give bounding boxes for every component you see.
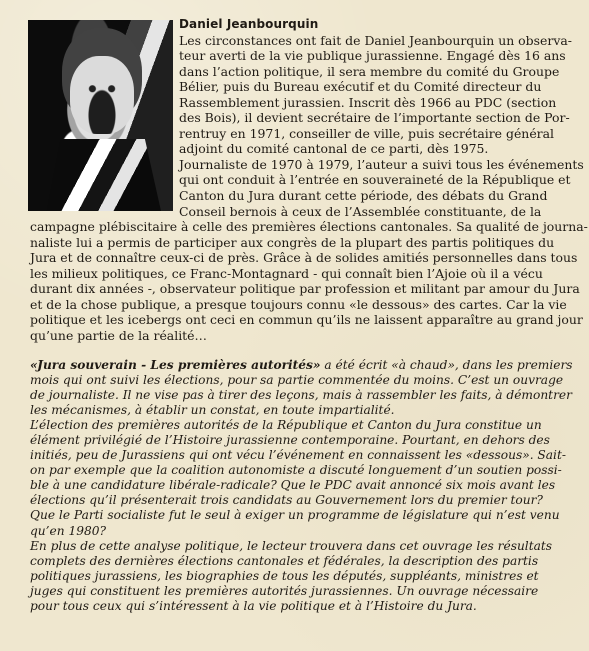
author-name: Daniel Jeanbourquin bbox=[179, 17, 319, 31]
book-description-line: En plus de cette analyse politique, le lecteur trouvera dans cet ouvrage les résultats bbox=[30, 538, 553, 553]
book-description-line: ble à une candidature libérale-radicale? Que le PDC avait annoncé six mois avant les bbox=[30, 478, 556, 493]
book-description bbox=[30, 358, 573, 614]
book-description-line: on par exemple que la coalition autonomiste a discuté longuement d’un soutien possi- bbox=[30, 463, 562, 478]
book-description-line: élections qu’il présenterait trois candidats au Gouvernement lors du premier tour? bbox=[30, 493, 543, 508]
book-description-line: complets des dernières élections cantonales et fédérales, la description des partis bbox=[30, 553, 539, 568]
bio-line: des Bois), il devient secrétaire de l’importante section de Por- bbox=[179, 110, 570, 126]
book-description-line: pour tous ceux qui s’intéressent à la vie politique et à l’Histoire du Jura. bbox=[30, 598, 477, 613]
book-description-text: a été écrit «à chaud», dans les premiers bbox=[320, 358, 573, 372]
bio-line: Bélier, puis du Bureau exécutif et du Comité directeur du bbox=[179, 79, 542, 95]
book-description-line: de journaliste. Il ne vise pas à tirer des leçons, mais à rassembler les faits, à démontrer bbox=[30, 388, 572, 403]
book-description-line: politiques jurassiens, les biographies de tous les députés, suppléants, ministres et bbox=[30, 568, 539, 583]
book-description-line: élément privilégié de l’Histoire jurassienne contemporaine. Pourtant, en dehors des bbox=[30, 433, 550, 448]
bio-line: Canton du Jura durant cette période, des débats du Grand bbox=[179, 188, 548, 204]
book-description-line: les mécanismes, à établir un constat, en toute impartialité. bbox=[30, 403, 395, 418]
bio-line: naliste lui a permis de participer aux congrès de la plupart des partis politiques du bbox=[30, 234, 555, 250]
bio-line: politique et les icebergs ont ceci en commun qu’ils ne laissent apparaître au grand jour bbox=[30, 312, 583, 328]
bio-line: Jura et de connaître ceux-ci de près. Grâce à de solides amitiés personnelles dans tous bbox=[30, 250, 578, 266]
book-description-line: L’élection des premières autorités de la République et Canton du Jura constitue un bbox=[30, 418, 542, 433]
book-description-line: juges qui constituent les premières autorités jurassiennes. Un ouvrage nécessaire bbox=[30, 583, 539, 598]
book-description-line: Que le Parti socialiste fut le seul à exiger un programme de législature qui n’est venu bbox=[30, 508, 560, 523]
book-description-first-line bbox=[30, 358, 573, 373]
bio-line: adjoint du comité cantonal de ce parti, dès 1975. bbox=[179, 141, 489, 157]
bio-line: Rassemblement jurassien. Inscrit dès 1966 au PDC (section bbox=[179, 94, 557, 110]
bio-line: Journaliste de 1970 à 1979, l’auteur a suivi tous les événements bbox=[179, 156, 584, 172]
bio-line: qu’une partie de la réalité… bbox=[30, 327, 207, 343]
bio-line: dans l’action politique, il sera membre du comité du Groupe bbox=[179, 63, 560, 79]
bio-line: durant dix années -, observateur politique par profession et militant par amour du Jura bbox=[30, 281, 580, 297]
book-title: «Jura souverain - Les premières autorités» bbox=[30, 358, 321, 372]
book-description-line: qu’en 1980? bbox=[30, 523, 107, 538]
author-name-line bbox=[30, 16, 563, 33]
bio-line: campagne plébiscitaire à celle des premières élections cantonales. Sa qualité de journa- bbox=[30, 219, 588, 235]
bio-line: rentruy en 1971, conseiller de ville, puis secrétaire général bbox=[179, 125, 555, 141]
bio-line: teur averti de la vie publique jurassienne. Engagé dès 16 ans bbox=[179, 48, 566, 64]
bio-line: les milieux politiques, ce Franc-Montagnard - qui connaît bien l’Ajoie où il a vécu bbox=[30, 265, 543, 281]
bio-line: et de la chose publique, a presque toujours connu «le dessous» des cartes. Car la vie bbox=[30, 296, 567, 312]
book-description-line: initiés, peu de Jurassiens qui ont vécu l’événement en connaissent les «dessous». Sait- bbox=[30, 448, 566, 463]
bio-line: Conseil bernois à ceux de l’Assemblée constituante, de la bbox=[179, 203, 542, 219]
bio-line: Les circonstances ont fait de Daniel Jeanbourquin un observa- bbox=[179, 32, 572, 48]
bio-line: qui ont conduit à l’entrée en souveraineté de la République et bbox=[179, 172, 571, 188]
author-biography bbox=[30, 16, 588, 343]
book-description-line: mois qui ont suivi les élections, pour sa partie commentée du moins. C’est un ouvrage bbox=[30, 373, 564, 388]
